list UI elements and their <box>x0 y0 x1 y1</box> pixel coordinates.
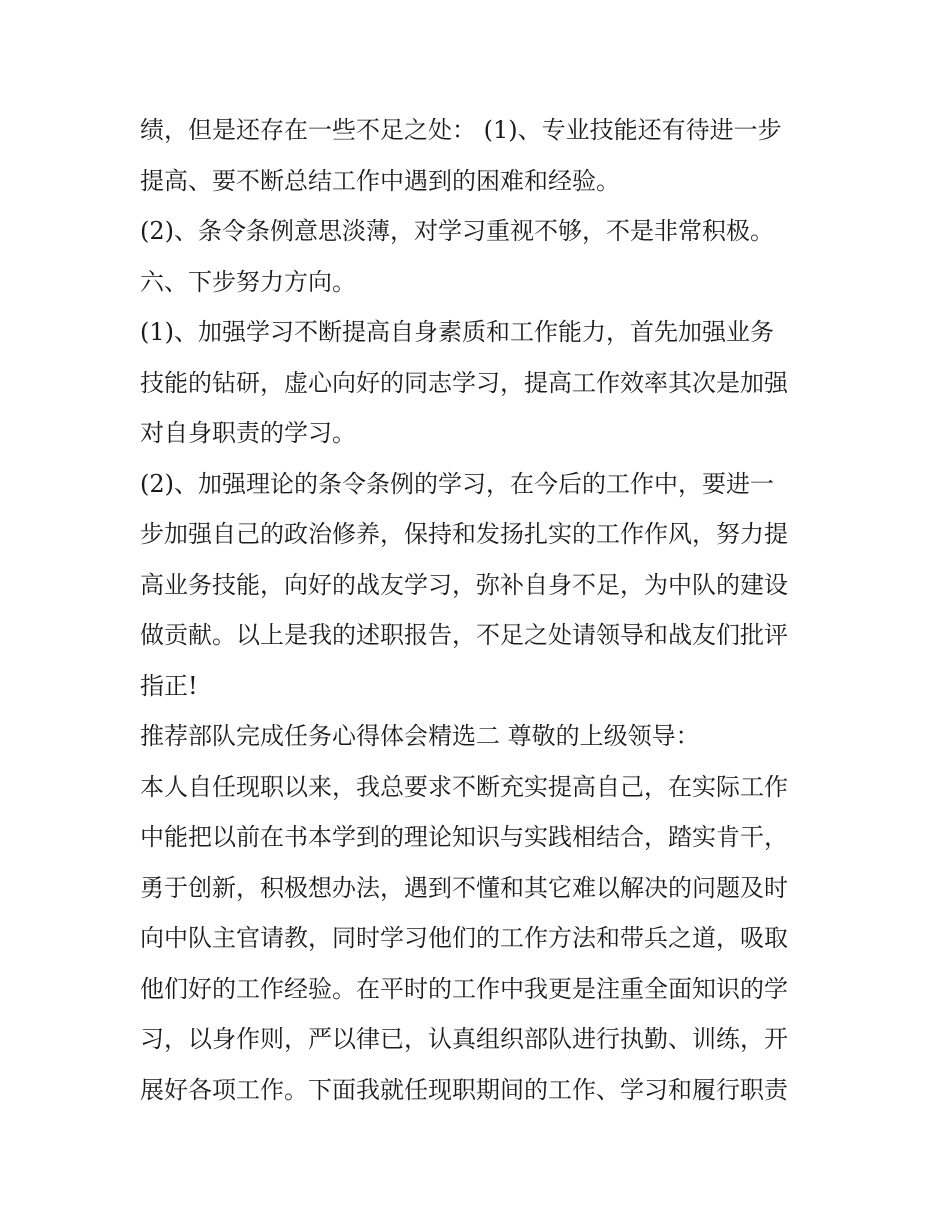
text-line: 勇于创新，积极想办法，遇到不懂和其它难以解决的问题及时 <box>140 873 788 902</box>
text-line: 中能把以前在书本学到的理论知识与实践相结合，踏实肯干， <box>140 823 788 851</box>
article-title: 推荐部队完成任务心得体会精选二 尊敬的上级领导： <box>140 722 700 750</box>
text-line: 指正! <box>140 671 198 700</box>
text-line: 步加强自己的政治修养，保持和发扬扎实的工作作风，努力提 <box>140 520 788 548</box>
text-line: 做贡献。以上是我的述职报告，不足之处请领导和战友们批评 <box>140 621 788 649</box>
text-line: 习，以身作则，严以律已，认真组织部队进行执勤、训练，开 <box>140 1025 788 1053</box>
text-line: (1)、加强学习不断提高自身素质和工作能力，首先加强业务 <box>140 318 774 346</box>
text-line: 绩，但是还存在一些不足之处： (1)、专业技能还有待进一步 <box>140 116 782 144</box>
section-heading: 六、下步努力方向。 <box>140 267 356 296</box>
text-line: 技能的钻研，虚心向好的同志学习，提高工作效率其次是加强 <box>140 368 788 397</box>
text-line: 对自身职责的学习。 <box>140 419 356 447</box>
text-line: 提高、要不断总结工作中遇到的困难和经验。 <box>140 166 620 195</box>
text-line: (2)、加强理论的条令条例的学习，在今后的工作中，要进一 <box>140 469 774 498</box>
text-line: 他们好的工作经验。在平时的工作中我更是注重全面知识的学 <box>140 974 788 1003</box>
text-line: 高业务技能，向好的战友学习，弥补自身不足，为中队的建设 <box>140 570 788 599</box>
text-line: 本人自任现职以来，我总要求不断充实提高自己，在实际工作 <box>140 772 788 801</box>
text-line: 向中队主官请教，同时学习他们的工作方法和带兵之道，吸取 <box>140 924 788 952</box>
document-body <box>140 105 830 1115</box>
text-line: (2)、条令条例意思淡薄，对学习重视不够，不是非常积极。 <box>140 217 774 245</box>
text-line: 展好各项工作。下面我就任现职期间的工作、学习和履行职责 <box>140 1075 788 1104</box>
